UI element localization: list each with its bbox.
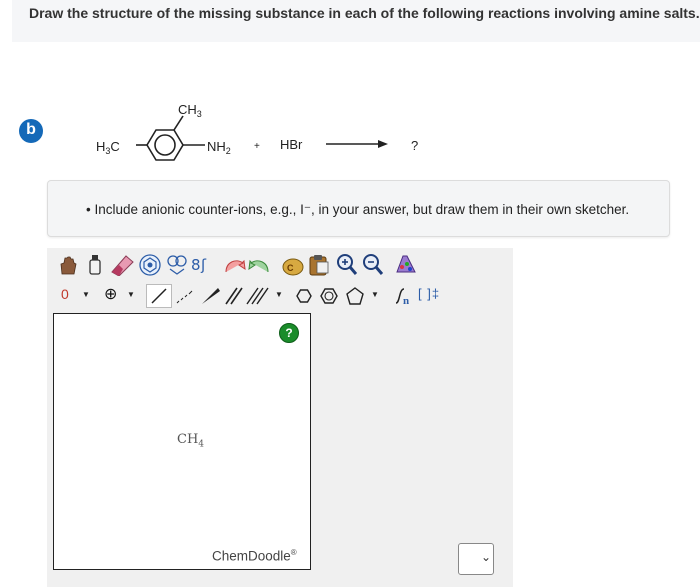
clean-icon[interactable] bbox=[281, 254, 305, 276]
single-bond-tool[interactable] bbox=[146, 284, 172, 308]
question-title: Draw the structure of the missing substance in each of the following reactions involving amine salts. bbox=[29, 5, 700, 21]
hint-bullet: • bbox=[86, 202, 91, 217]
redo-icon[interactable] bbox=[248, 254, 272, 276]
hint-box bbox=[47, 180, 670, 237]
eraser-icon[interactable] bbox=[108, 252, 136, 276]
chevron-down-icon[interactable]: ▼ bbox=[275, 290, 283, 299]
chevron-down-icon[interactable]: ▼ bbox=[371, 290, 379, 299]
svg-text:8: 8 bbox=[191, 256, 201, 274]
plus-sign: + bbox=[254, 141, 260, 152]
benzene-ring bbox=[136, 116, 205, 160]
clipboard-icon[interactable] bbox=[307, 253, 331, 277]
chain-icon[interactable] bbox=[390, 285, 416, 307]
rotate-icon[interactable] bbox=[190, 253, 214, 277]
zoom-out-icon[interactable] bbox=[361, 253, 383, 277]
svg-text:ʃ: ʃ bbox=[201, 256, 207, 274]
chevron-down-icon: ⌄ bbox=[481, 550, 492, 564]
zoom-in-icon[interactable] bbox=[335, 253, 357, 277]
charge-plus-tool[interactable]: ⊕ bbox=[104, 286, 118, 303]
chevron-down-icon[interactable]: ▼ bbox=[127, 290, 135, 299]
answer-select[interactable] bbox=[458, 543, 494, 575]
part-badge: b bbox=[19, 119, 43, 143]
benzene-icon[interactable] bbox=[318, 285, 340, 307]
methyl-left-label: $H_3C$ bbox=[96, 139, 120, 156]
reaction-scheme bbox=[0, 90, 700, 170]
svg-text:n: n bbox=[403, 295, 410, 307]
svg-text:C: C bbox=[287, 263, 294, 273]
atom-ring-icon[interactable] bbox=[138, 253, 162, 277]
reaction-arrow bbox=[326, 140, 388, 148]
template-icon[interactable] bbox=[166, 253, 188, 275]
methyl-top-label: $CH_3$ bbox=[178, 102, 202, 119]
cyclohexane-icon[interactable] bbox=[293, 286, 315, 306]
bracket-tool[interactable]: [ ]‡ bbox=[418, 286, 441, 301]
hint-message: Include anionic counter-ions, e.g., I⁻, in your answer, but draw them in their own sketcher. bbox=[94, 202, 630, 217]
amine-label: $NH_2$ bbox=[207, 139, 231, 156]
cyclopentane-icon[interactable] bbox=[344, 285, 366, 307]
charge-tool[interactable]: 0 bbox=[61, 286, 69, 302]
triple-bond-tool[interactable] bbox=[244, 284, 270, 308]
color-palette-icon[interactable] bbox=[394, 252, 418, 276]
hash-bond-tool[interactable] bbox=[172, 284, 198, 308]
double-bond-tool[interactable] bbox=[222, 284, 244, 308]
reagent-label: HBr bbox=[280, 137, 303, 152]
hint-text bbox=[86, 202, 629, 218]
canvas-molecule-label[interactable]: $CH_4$ bbox=[177, 432, 205, 450]
help-button[interactable]: ? bbox=[279, 323, 299, 343]
hand-icon[interactable] bbox=[58, 254, 78, 276]
wedge-bond-tool[interactable] bbox=[198, 284, 224, 308]
undo-icon[interactable] bbox=[222, 254, 246, 276]
chevron-down-icon[interactable]: ▼ bbox=[82, 290, 90, 299]
eraser-bottle-icon[interactable] bbox=[84, 253, 104, 275]
product-unknown: ? bbox=[411, 138, 419, 153]
chemdoodle-brand: ChemDoodle® bbox=[212, 548, 297, 564]
